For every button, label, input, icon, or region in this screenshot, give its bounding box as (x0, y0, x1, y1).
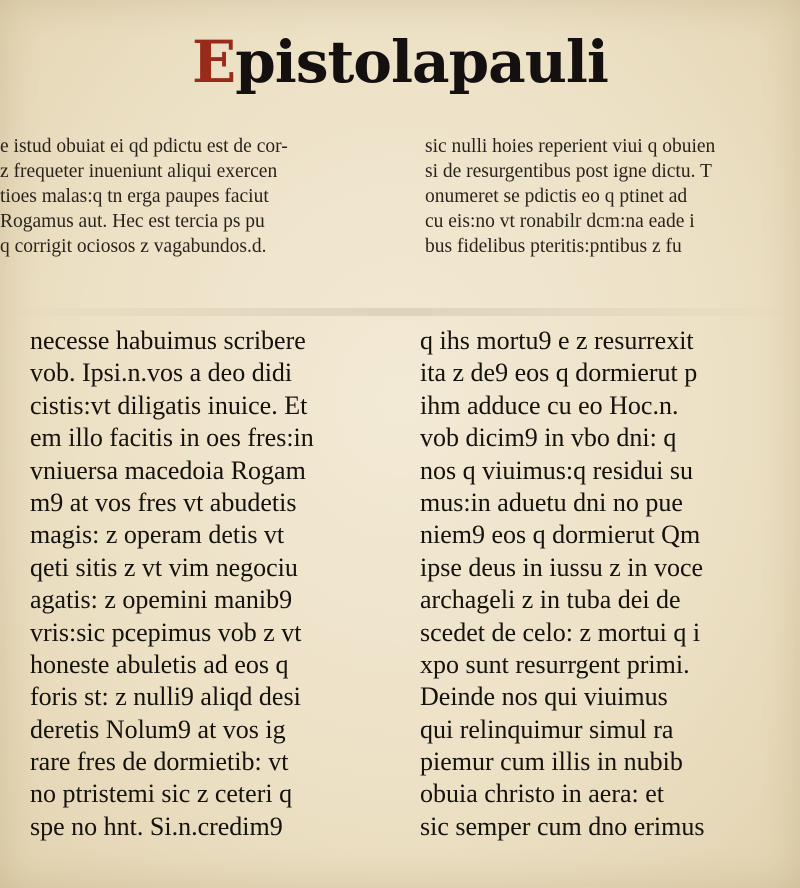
text-line: necesse habuimus scribere (30, 326, 306, 355)
title-initial: E (192, 28, 236, 96)
text-line: m9 at vos fres vt abudetis (30, 487, 297, 517)
text-line: archageli z in tuba dei de (420, 585, 681, 615)
text-line: em illo facitis in oes fres:in (30, 423, 314, 453)
text-line: sic semper cum dno erimus (420, 811, 705, 841)
text-line: magis: z operam detis vt (30, 520, 285, 550)
text-line: obuia christo in aera: et (420, 779, 665, 809)
gloss-line: onumeret se pdictis eo q ptinet ad (425, 186, 688, 207)
text-line: qeti sitis z vt vim negociu (30, 552, 298, 582)
text-line: Deinde nos qui viuimus (420, 682, 668, 712)
gloss-line: tioes malas:q tn erga paupes faciut (0, 186, 269, 207)
text-line: honeste abuletis ad eos q (30, 649, 289, 679)
text-line: rare fres de dormietib: vt (30, 747, 289, 777)
text-line: niem9 eos q dormierut Qm (420, 520, 701, 550)
gloss-line: bus fidelibus pteritis:pntibus z fu (425, 236, 682, 257)
text-column-right (420, 325, 800, 843)
running-head-title (0, 28, 800, 96)
text-line: qui relinquimur simul ra (420, 714, 674, 744)
text-line: no ptristemi sic z ceteri q (30, 779, 293, 809)
text-line: scedet de celo: z mortui q i (420, 617, 701, 647)
gloss-line: e istud obuiat ei qd pdictu est de cor- (0, 136, 288, 157)
title-rest: pistolapauli (235, 28, 608, 96)
text-line: q ihs mortu9 e z resurrexit (420, 326, 694, 355)
gloss-line: q corrigit ociosos z vagabundos.d. (0, 236, 267, 257)
text-line: nos q viuimus:q residui su (420, 455, 694, 485)
text-line: vob. Ipsi.n.vos a deo didi (30, 358, 293, 388)
gloss-line: si de resurgentibus post igne dictu. T (425, 161, 712, 182)
text-line: vob dicim9 in vbo dni: q (420, 423, 677, 453)
text-column-left (30, 325, 385, 843)
gloss-line: z frequeter inueniunt aliqui exercen (0, 161, 278, 182)
gloss-line: sic nulli hoies reperient viui q obuien (425, 136, 716, 157)
text-line: deretis Nolum9 at vos ig (30, 714, 286, 744)
text-line: piemur cum illis in nubib (420, 747, 683, 777)
text-line: xpo sunt resurrgent primi. (420, 649, 690, 679)
text-line: vniuersa macedoia Rogam (30, 455, 306, 485)
gloss-column-left (0, 134, 390, 259)
gloss-column-right (425, 134, 800, 259)
text-line: foris st: z nulli9 aliqd desi (30, 682, 301, 712)
text-line: agatis: z opemini manib9 (30, 585, 293, 615)
text-line: ipse deus in iussu z in voce (420, 552, 704, 582)
gloss-line: cu eis:no vt ronabilr dcm:na eade i (425, 211, 695, 232)
text-line: ihm adduce cu eo Hoc.n. (420, 390, 679, 420)
text-line: cistis:vt diligatis inuice. Et (30, 390, 308, 420)
text-line: ita z de9 eos q dormierut p (420, 358, 698, 388)
show-through-rule (0, 308, 800, 316)
text-line: spe no hnt. Si.n.credim9 (30, 811, 283, 841)
text-line: mus:in aduetu dni no pue (420, 487, 683, 517)
text-line: vris:sic pcepimus vob z vt (30, 617, 302, 647)
gloss-line: Rogamus aut. Hec est tercia ps pu (0, 211, 265, 232)
